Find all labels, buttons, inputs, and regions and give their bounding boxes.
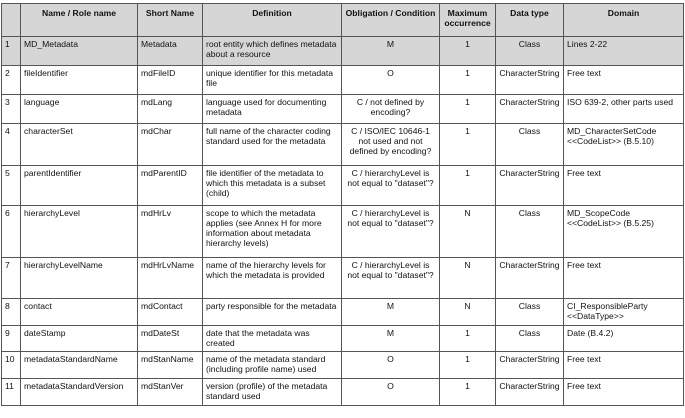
- cell-name: characterSet: [21, 124, 138, 166]
- cell-domain: Date (B.4.2): [564, 326, 684, 352]
- cell-name: MD_Metadata: [21, 37, 138, 66]
- cell-short-name: mdStanName: [138, 352, 203, 379]
- cell-max-occurrence: N: [440, 299, 496, 326]
- cell-domain: Free text: [564, 258, 684, 299]
- cell-definition: root entity which defines metadata about a resource: [203, 37, 342, 66]
- cell-short-name: mdStanVer: [138, 379, 203, 406]
- cell-domain: Lines 2-22: [564, 37, 684, 66]
- cell-data-type: CharacterString: [496, 352, 564, 379]
- cell-data-type: Class: [496, 326, 564, 352]
- cell-data-type: Class: [496, 299, 564, 326]
- table-row: [2, 206, 684, 258]
- cell-definition: date that the metadata was created: [203, 326, 342, 352]
- cell-obligation: C / hierarchyLevel is not equal to "dataset"?: [342, 258, 440, 299]
- cell-data-type: CharacterString: [496, 258, 564, 299]
- table-row: [2, 37, 684, 66]
- row-number: 8: [2, 299, 21, 326]
- cell-domain: CI_ResponsibleParty <<DataType>>: [564, 299, 684, 326]
- header-definition: Definition: [203, 4, 342, 37]
- row-number: 11: [2, 379, 21, 406]
- cell-domain: MD_CharacterSetCode <<CodeList>> (B.5.10): [564, 124, 684, 166]
- header-name: Name / Role name: [21, 4, 138, 37]
- cell-definition: full name of the character coding standard used for the metadata: [203, 124, 342, 166]
- row-number: 1: [2, 37, 21, 66]
- cell-domain: ISO 639-2, other parts used: [564, 95, 684, 124]
- cell-obligation: O: [342, 379, 440, 406]
- cell-obligation: M: [342, 37, 440, 66]
- cell-short-name: mdChar: [138, 124, 203, 166]
- header-number: [2, 4, 21, 37]
- row-number: 10: [2, 352, 21, 379]
- cell-data-type: CharacterString: [496, 66, 564, 95]
- row-number: 4: [2, 124, 21, 166]
- cell-name: fileIdentifier: [21, 66, 138, 95]
- cell-max-occurrence: N: [440, 258, 496, 299]
- cell-name: dateStamp: [21, 326, 138, 352]
- table-row: [2, 66, 684, 95]
- cell-data-type: CharacterString: [496, 95, 564, 124]
- table-row: [2, 379, 684, 406]
- cell-max-occurrence: 1: [440, 95, 496, 124]
- cell-short-name: mdContact: [138, 299, 203, 326]
- row-number: 3: [2, 95, 21, 124]
- cell-name: language: [21, 95, 138, 124]
- cell-max-occurrence: 1: [440, 37, 496, 66]
- cell-name: hierarchyLevel: [21, 206, 138, 258]
- table-row: [2, 124, 684, 166]
- row-number: 6: [2, 206, 21, 258]
- row-number: 2: [2, 66, 21, 95]
- cell-data-type: Class: [496, 37, 564, 66]
- cell-obligation: C / hierarchyLevel is not equal to "dataset"?: [342, 206, 440, 258]
- cell-short-name: mdLang: [138, 95, 203, 124]
- table-row: [2, 352, 684, 379]
- table-row: [2, 299, 684, 326]
- cell-obligation: O: [342, 66, 440, 95]
- table-row: [2, 166, 684, 206]
- cell-data-type: CharacterString: [496, 166, 564, 206]
- cell-name: hierarchyLevelName: [21, 258, 138, 299]
- cell-data-type: Class: [496, 124, 564, 166]
- cell-definition: version (profile) of the metadata standard used: [203, 379, 342, 406]
- table-row: [2, 326, 684, 352]
- cell-max-occurrence: 1: [440, 66, 496, 95]
- cell-name: metadataStandardVersion: [21, 379, 138, 406]
- header-row: [2, 4, 684, 37]
- cell-definition: scope to which the metadata applies (see Annex H for more information about metadata hierarchy levels): [203, 206, 342, 258]
- cell-obligation: M: [342, 326, 440, 352]
- header-short-name: Short Name: [138, 4, 203, 37]
- cell-name: metadataStandardName: [21, 352, 138, 379]
- cell-name: parentIdentifier: [21, 166, 138, 206]
- cell-name: contact: [21, 299, 138, 326]
- cell-domain: Free text: [564, 166, 684, 206]
- cell-max-occurrence: 1: [440, 166, 496, 206]
- cell-obligation: M: [342, 299, 440, 326]
- cell-definition: name of the hierarchy levels for which the metadata is provided: [203, 258, 342, 299]
- cell-definition: party responsible for the metadata: [203, 299, 342, 326]
- cell-max-occurrence: 1: [440, 352, 496, 379]
- cell-definition: name of the metadata standard (including profile name) used: [203, 352, 342, 379]
- cell-max-occurrence: N: [440, 206, 496, 258]
- header-max-occurrence: Maximum occurrence: [440, 4, 496, 37]
- cell-obligation: C / hierarchyLevel is not equal to "dataset"?: [342, 166, 440, 206]
- header-data-type: Data type: [496, 4, 564, 37]
- metadata-table: [1, 3, 684, 406]
- cell-obligation: C / not defined by encoding?: [342, 95, 440, 124]
- cell-definition: unique identifier for this metadata file: [203, 66, 342, 95]
- cell-definition: language used for documenting metadata: [203, 95, 342, 124]
- header-obligation: Obligation / Condition: [342, 4, 440, 37]
- header-domain: Domain: [564, 4, 684, 37]
- cell-data-type: Class: [496, 206, 564, 258]
- cell-short-name: Metadata: [138, 37, 203, 66]
- cell-short-name: mdHrLvName: [138, 258, 203, 299]
- cell-short-name: mdHrLv: [138, 206, 203, 258]
- cell-max-occurrence: 1: [440, 379, 496, 406]
- table-row: [2, 258, 684, 299]
- cell-definition: file identifier of the metadata to which this metadata is a subset (child): [203, 166, 342, 206]
- cell-domain: Free text: [564, 352, 684, 379]
- cell-short-name: mdFileID: [138, 66, 203, 95]
- row-number: 5: [2, 166, 21, 206]
- cell-max-occurrence: 1: [440, 326, 496, 352]
- cell-obligation: C / ISO/IEC 10646-1 not used and not defined by encoding?: [342, 124, 440, 166]
- cell-data-type: CharacterString: [496, 379, 564, 406]
- cell-max-occurrence: 1: [440, 124, 496, 166]
- table-row: [2, 95, 684, 124]
- cell-domain: MD_ScopeCode <<CodeList>> (B.5.25): [564, 206, 684, 258]
- cell-domain: Free text: [564, 379, 684, 406]
- row-number: 9: [2, 326, 21, 352]
- cell-short-name: mdDateSt: [138, 326, 203, 352]
- cell-short-name: mdParentID: [138, 166, 203, 206]
- row-number: 7: [2, 258, 21, 299]
- cell-obligation: O: [342, 352, 440, 379]
- cell-domain: Free text: [564, 66, 684, 95]
